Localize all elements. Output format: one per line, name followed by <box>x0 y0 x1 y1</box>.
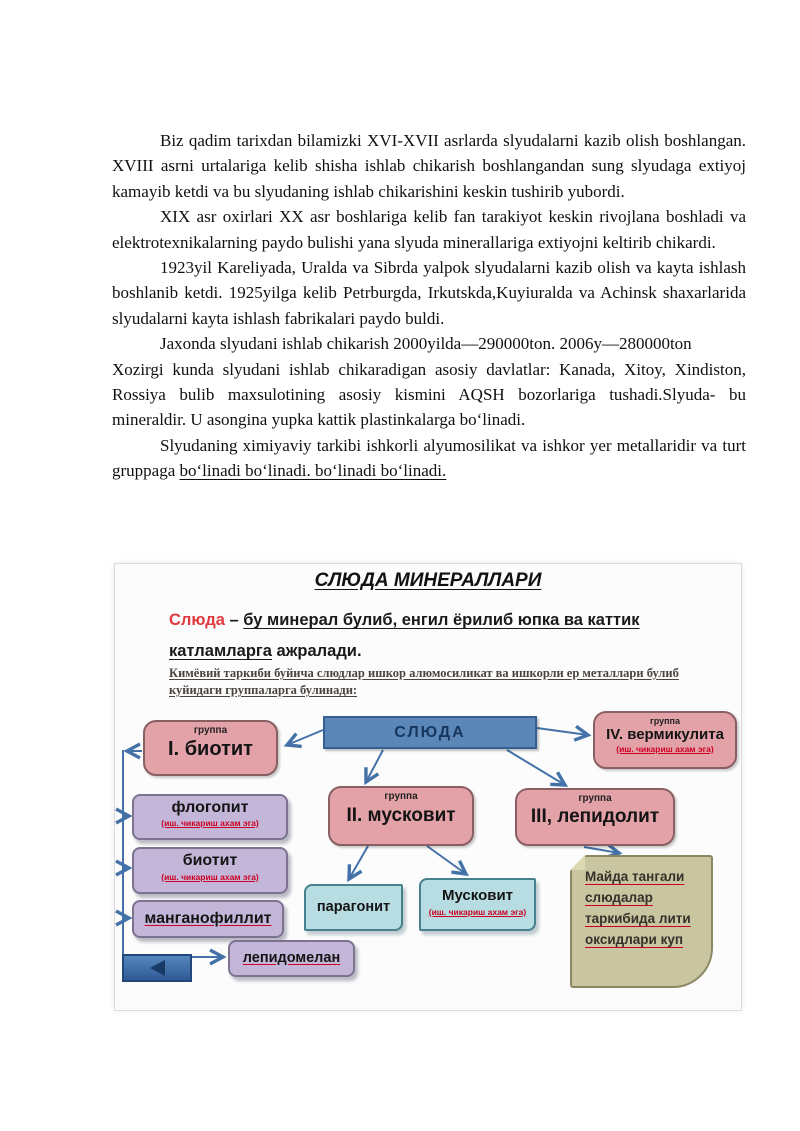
member-box-paragonite <box>304 884 403 931</box>
member-box-lepidomelane <box>228 940 355 977</box>
paragraph-history-3: 1923yil Kareliyada, Uralda va Sibrda yalpok slyudalarni kazib olish va kayta ishlash boshlanib ketdi. 1925yilga kelib Petrburgda, Irkutskda,Kuyiuralda va Achinsk shaxarlarida slyudalarni kayta ishlash fabrikalari paydo buldi. <box>112 258 746 328</box>
group-vermiculite-label: IV. вермикулита <box>606 726 724 743</box>
phlogopite-industrial-note: (иш. чикариш ахам эга) <box>161 818 259 828</box>
group-caption: группа <box>384 791 418 802</box>
group-box-lepidolite <box>515 788 675 846</box>
group-caption: группа <box>193 725 228 736</box>
paragraph-countries: Xozirgi kunda slyudani ishlab chikaradigan asosiy davlatlar: Kanada, Xitoy, Xindiston, Rossiya bulib maxsulotining asosiy kismini AQSH bozorlariga tushadi.Slyuda- bu mineraldir. U asongina yupka kattik plastinkalarga bo‘linadi. <box>112 359 746 430</box>
vermiculite-industrial-note: (иш. чикариш ахам эга) <box>616 744 714 754</box>
lepidolite-note-box <box>570 855 713 988</box>
biotite-industrial-note: (иш. чикариш ахам эга) <box>161 872 259 882</box>
intro-tail: ажралади. <box>271 642 362 660</box>
slide-description: Кимёвий таркиби буйича слюдлар ишкор алюмосиликат ва ишкорли ер металлари булиб куйидаги группаларга булинади: <box>169 666 679 697</box>
paragraph-history-2: XIX asr oxirlari XX asr boshlariga kelib fan tarakiyot keskin rivojlana boshladi va elektrotexnikalarning paydo bulishi yana slyuda minerallariga extiyojni keltirib chikardi. <box>112 207 746 252</box>
phlogopite-label: флогопит <box>171 799 249 816</box>
biotite-label: биотит <box>182 852 238 869</box>
member-box-biotite <box>132 847 288 894</box>
term-slyuda: Слюда <box>169 611 225 629</box>
group-box-biotite <box>143 720 278 776</box>
intro-dash: – <box>224 611 244 629</box>
group-caption: группа <box>578 793 612 804</box>
lepidolite-note-text: Майда тангали слюдалар таркибида лити оксидлари куп <box>585 869 691 947</box>
intro-underlined: бу минерал булиб, енгил ёрилиб юпка ва каттик катламларга <box>169 611 640 660</box>
root-box-slyuda: СЛЮДА <box>323 716 537 749</box>
paragraph-chemistry-head: Slyudaning ximiyaviy tarkibi ishkorli alyumosilikat va ishkor yer metallaridir va turt gruppaga <box>112 435 746 481</box>
group-muscovite-label: II. мусковит <box>346 805 456 826</box>
group-biotite-label: I. биотит <box>168 738 253 760</box>
slide-figure <box>114 563 742 1011</box>
muscovite-label: Мусковит <box>441 887 514 904</box>
group-caption: группа <box>649 716 680 726</box>
member-box-phlogopite <box>132 794 288 840</box>
member-box-manganophyllite <box>132 900 284 938</box>
back-button[interactable] <box>122 954 192 982</box>
manganophyllite-label: манганофиллит <box>144 910 272 927</box>
paragraph-production: Jaxonda slyudani ishlab chikarish 2000yilda—290000ton. 2006y—280000ton <box>160 334 692 354</box>
document-text <box>112 128 746 484</box>
slide-title: СЛЮДА МИНЕРАЛЛАРИ <box>314 570 542 591</box>
paragonite-label: парагонит <box>316 899 391 915</box>
paragraph-chemistry <box>112 433 746 484</box>
lepidomelane-label: лепидомелан <box>242 950 341 966</box>
slide-intro <box>169 605 704 667</box>
group-lepidolite-label: III, лепидолит <box>530 806 660 827</box>
group-box-vermiculite <box>593 711 737 769</box>
back-arrow-icon <box>150 960 165 976</box>
muscovite-industrial-note: (иш. чикариш ахам эга) <box>428 907 527 917</box>
paragraph-history-1: Biz qadim tarixdan bilamizki XVI-XVII asrlarda slyudalarni kazib olish boshlangan. XVIII asrni urtalariga kelib shisha ishlab chikarish boshlangandan sung slyudaga extiyoj kamayib ketdi va bu slyudaning ishlab chikarishini keskin tushirib yubordi. <box>112 131 746 201</box>
member-box-muscovite <box>419 878 536 931</box>
paragraph-chemistry-underlined: bo‘linadi bo‘linadi. bo‘linadi bo‘linadi. <box>179 461 447 481</box>
group-box-muscovite <box>328 786 474 846</box>
